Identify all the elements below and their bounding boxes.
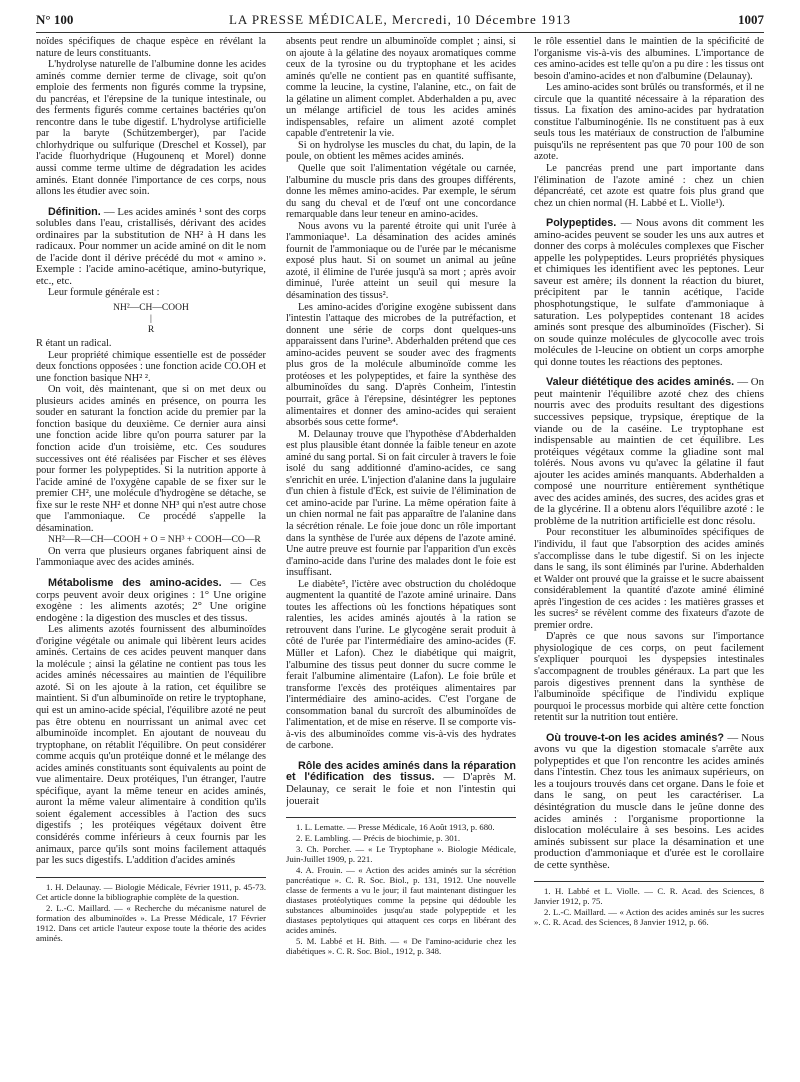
- section-heading-role: [286, 761, 516, 807]
- footnote: 2. E. Lambling. — Précis de biochimie, p. 301.: [296, 833, 461, 844]
- heading-continuation: — Les acides aminés ¹ sont des corps solubles dans l'eau, cristallisés, dérivant des acides ordinaires par la substitution de NH² à H dans les radicaux. Pour nommer un acide aminé on dit le nom de l'acide dont il dérive précédé du mot « amino ». Exemple : l'acide amino-acétique, amino-butyrique, etc., etc.: [36, 205, 266, 287]
- paragraph: absents peut rendre un albuminoïde complet ; ainsi, si on ajoute à la gélatine des noyaux aromatiques comme ceux de la tyrosine ou du tryptophane et les acides aminés qu'elle ne contient pas en quantité suffisante, comme la leucine, la cystine, l'alanine, etc., on fait de la gélatine un aliment complet. Abderhalden a pu, avec un mélange artificiel de tous les acides aminés indispensables, refaire un aliment azoté complet capable d'entretenir la vie.: [286, 36, 516, 140]
- formula-bond: |: [150, 314, 152, 325]
- issue-number: N° 100: [36, 12, 74, 27]
- page-header: [36, 10, 764, 33]
- paragraph: On verra que plusieurs organes fabriquent ainsi de l'ammoniaque avec des acides aminés.: [36, 545, 266, 569]
- deamination-equation: NH²—R—CH—COOH + O = NH³ + COOH—CO—R: [48, 534, 261, 546]
- paragraph: Les amino-acides sont brûlés ou transformés, et il ne circule que la quantité nécessaire à la réparation des tissus. La fixation des amino-acides par hydratation constitue l'albuminogénie. Ils ne constituent pas à eux seuls tous les matériaux de construction de l'albumine puisqu'ils ne représentent pas que 70 pour 100 de son azote.: [534, 82, 764, 163]
- heading-text: Définition.: [48, 205, 101, 218]
- paragraph: Nous avons vu la parenté étroite qui unit l'urée à l'ammoniaque¹. La désamination des acides aminés fournit de l'ammoniaque ou de l'urée par le mécanisme exposé plus haut. Si on soumet un animal au jeûne azoté, il élimine de l'urée jusqu'à sa mort ; après avoir diminué, l'urée atteint un seuil qui mesure la désamination des tissus².: [286, 220, 516, 302]
- section-heading-where-found: [534, 733, 764, 872]
- footnote: 4. A. Frouin. — « Action des acides aminés sur la sécrétion pancréatique ». C. R. Soc. Biol., p. 131, 1912. Une nouvelle classe de ferments a vu le jour; il faut maintenant distinguer les diastases protéolytiques comme la pepsine qui dédouble les substances albuminoïdes jusqu'au stade polypeptide et les diastases peptolytiques qui attaquent ces corps en libérant des acides aminés.: [286, 865, 516, 936]
- heading-text: Polypeptides.: [546, 217, 617, 230]
- footnote: 2. L.-C. Maillard. — « Action des acides aminés sur les sucres ». C. R. Acad. des Sciences, 8 Janvier 1912, p. 66.: [534, 907, 764, 928]
- paragraph: R étant un radical.: [36, 338, 112, 350]
- paragraph: M. Delaunay trouve que l'hypothèse d'Abderhalden est plus plausible étant donnée la faible teneur en azote aminé du sang portal. Si on fait circuler à travers le foie isolé du sang additionné d'amino-acides, ce sang s'enrichit en urée. L'injection d'alanine dans la jugulaire d'un chien à fistule d'Eck, est suivie de l'élimination de cet amino-acide par l'urine. La même opération faite à un chien normal ne fait pas apparaître de l'alanine dans la sécrétion rénale. Le foie joue donc un rôle important dans la synthèse de l'urée aux dépens de l'azote aminé. Une autre preuve est fournie par l'apparition d'un excès d'amino-acide dans l'urine des malades dont le foie est insuffisant.: [286, 428, 516, 579]
- heading-text: Valeur diététique des acides aminés.: [546, 376, 735, 389]
- section-heading-metabolism: [36, 578, 266, 624]
- paragraph: D'après ce que nous savons sur l'importance physiologique de ces corps, on peut facilement s'expliquer pourquoi les dyspepsies intestinales s'accompagnent de troubles généraux. La part que les parois digestives prennent dans la synthèse de l'albuminoïde spécifique de l'individu explique pourquoi le processus morbide qui altère cette fonction retentit sur la nutrition tout entière.: [534, 631, 764, 724]
- paragraph: le rôle essentiel dans le maintien de la spécificité de l'organisme vis-à-vis des albumines. L'importance de ces amino-acides est telle qu'on a pu dire : les tissus ont besoin d'amino-acides et non d'albumine (Delaunay).: [534, 36, 764, 82]
- journal-title: LA PRESSE MÉDICALE, Mercredi, 10 Décembre 1913: [228, 12, 572, 27]
- footnote: 1. H. Delaunay. — Biologie Médicale, Février 1911, p. 45-73. Cet article donne la bibliographie complète de la question.: [36, 881, 266, 902]
- footnote: 1. L. Lematte. — Presse Médicale, 16 Août 1913, p. 680.: [296, 822, 495, 833]
- footnote: 5. M. Labbé et H. Bith. — « De l'amino-acidurie chez les diabétiques ». C. R. Soc. Biol., 1912, p. 348.: [286, 936, 516, 957]
- paragraph: Quelle que soit l'alimentation végétale ou carnée, l'albumine du muscle pris dans des groupes différents, donne les mêmes amino-acides. Par exemple, le sérum du sang du cheval et de l'œuf ont une concordance remarquable dans leur teneur en amino-acides.: [286, 163, 516, 221]
- footnotes: [286, 817, 516, 956]
- heading-continuation: — Ces corps peuvent avoir deux origines : 1° Une origine exogène : les aliments azotés; 2° Une origine endogène : la digestion des muscles et des tissus.: [36, 576, 266, 624]
- column-3: [534, 36, 764, 1076]
- footnotes: [36, 877, 266, 943]
- section-heading-polypeptides: [534, 218, 764, 368]
- paragraph: noïdes spécifiques de chaque espèce en révélant la nature de leurs constituants.: [36, 36, 266, 59]
- heading-continuation: — Nous avons vu que la digestion stomacale s'arrête aux polypeptides et que l'on rencontre les acides aminés dans l'intestin. Chez tous les animaux supérieurs, on les a toujours trouvés dans cet organe. Dans le foie et dans le sang, on peut les caractériser. La désintégration du muscle dans le jeûne donne des acides aminés : l'organisme proportionne la dislocation moléculaire à ses besoins. Les acides aminés subissent sur place la désamination et une production d'ammoniaque et d'urée est le corollaire de cette synthèse.: [534, 731, 764, 871]
- heading-continuation: — Nous avons dit comment les amino-acides peuvent se souder les uns aux autres et donner des corps à molécules complexes que Fischer appelle les polypeptides. Leurs propriétés physiques et chimiques les identifient avec les peptones. Leur saveur est amère; ils donnent la réaction du biuret, précipitent par le tannin acétique, l'acide phosphotungstique, le sulfate d'ammoniaque à saturation. Les polypeptides contenant 18 acides aminés sont presque des albuminoïdes (Fischer). Si on soude quinze molécules de glycocolle avec trois molécules de l-leucine on obtient un corps amorphe qui donne toutes les réactions des peptones.: [534, 217, 764, 368]
- section-heading-dietary-value: [534, 377, 764, 527]
- page-number: 1007: [738, 12, 764, 27]
- paragraph: Le pancréas prend une part importante dans l'élimination de l'azote aminé : chez un chien dépancréaté, cet azote est quatre fois plus grand que chez un chien normal (H. Labbé et L. Violle¹).: [534, 163, 764, 209]
- column-2: [286, 36, 516, 1076]
- paragraph: On voit, dès maintenant, que si on met deux ou plusieurs acides aminés en présence, on pourra les souder en saturant la fonction acide du premier par la fonction basique du deuxième. Ce dernier aura ainsi une fonction acide libre qu'on pourra saturer par la fonction acide d'un troisième, etc. Ces soudures successives ont été réalisées par Fischer et ses élèves pour former les polypeptides. Si la nutrition apporte à l'acide aminé de l'oxygène capable de se fixer sur le premier CH², une molécule d'hydrogène se détache, se fixe sur le reste NH² et donne NH³ qui n'est autre chose que l'ammoniaque. Ce procédé s'appelle la désamination.: [36, 384, 266, 534]
- paragraph: Les amino-acides d'origine exogène subissent dans l'intestin l'attaque des microbes de la putréfaction, et donnent une série de corps dont quelques-uns apparaissent dans l'urine³. Abderhalden prétend que ces amino-acides peuvent se souder avec des fragments plus gros de la molécule albuminoïde comme les protéoses et les polypeptides, et faire la synthèse des albuminoïdes du sang. D'après Conheim, l'intestin pourrait, grâce à l'érepsine, désintégrer les peptones alimentaires et donner des amino-acides qui seraient absorbés sous cette forme⁴.: [286, 301, 516, 429]
- section-heading-definition: [36, 207, 266, 288]
- paragraph: Les aliments azotés fournissent des albuminoïdes d'origine végétale ou animale qui libèrent leurs acides aminés. Certains de ces acides peuvent manquer dans la molécule ; ainsi la gélatine ne contient pas tous les acides aminés nécessaires au maintien de l'équilibre azoté. Si on les ajoute à la ration, cet équilibre se maintient. Si d'un albuminoïde on retire le tryptophane, qui est un amino-acide spécial, l'équilibre azoté ne peut pas être obtenu en nourrissant un animal avec cet albuminoïde incomplet. En ajoutant de nouveau du tryptophane, on rétablit l'équilibre. On peut considérer comme acquis qu'un protéique donné et le mélange des acides aminés constituants sont équivalents au point de vue alimentaire. Deux protéiques, l'un étranger, l'autre spécifique, ayant la même teneur en acides aminés, auront la même valeur alimentaire à condition qu'ils soient également accessibles à l'action des sucs digestifs ; les protéiques végétaux doivent être considérés comme inférieurs à ceux fournis par les animaux, parce qu'ils sont moins facilement attaqués par les sucs digestifs. L'addition d'acides aminés: [36, 624, 266, 867]
- footnotes: [534, 881, 764, 927]
- paragraph: Pour reconstituer les albuminoïdes spécifiques de l'individu, il faut que l'absorption des acides aminés s'accomplisse dans le tube digestif. Si on les injecte dans le sang, ils sont éliminés par l'urine. Abderhalden et Walder ont prouvé que la graisse et le sucre abaissent considérablement la quantité d'azote aminé éliminé après l'ingestion de ces acides : les matières grasses et les sucres² se révèlent comme des fixateurs d'azote de premier ordre.: [534, 527, 764, 631]
- formula-radical: R: [147, 325, 155, 336]
- general-formula: [36, 303, 266, 336]
- column-1: [36, 36, 266, 1076]
- footnote: 2. L.-C. Maillard. — « Recherche du mécanisme naturel de formation des albuminoïdes ». La Presse Médicale, 17 Février 1912. Dans cet article l'auteur expose toute la théorie des acides aminés.: [36, 902, 266, 943]
- paragraph: Si on hydrolyse les muscles du chat, du lapin, de la poule, on obtient les mêmes acides aminés.: [286, 139, 516, 163]
- heading-text: Où trouve-t-on les acides aminés?: [546, 731, 724, 744]
- heading-text: Rôle des acides aminés dans la réparation et l'édification des tissus.: [286, 759, 516, 784]
- paragraph: Leur formule générale est :: [48, 287, 160, 299]
- paragraph: Le diabète⁵, l'ictère avec obstruction du cholédoque augmentent la quantité de l'azote aminé urinaire. Dans toutes les affections où les fonctions hépatiques sont ralenties, les acides aminés ajoutés à la ration se retrouvent dans l'urine. Le glycogène serait produit à côté de l'urée par l'intermédiaire des amino-acides (F. Müller et Lafon). Chez le diabétique qui maigrit, l'albumine des tissus peut donner du sucre comme le ferait l'albumine alimentaire (Lafon). Le foie brûle et transforme l'excès des protéiques alimentaires par l'intermédiaire des amino-acides. C'est l'organe de consommation banal du surcroît des albuminoïdes de l'alimentation, et de mise en réserve. Il se comporte vis-à-vis des albuminoïdes comme vis-à-vis des hydrates de carbone.: [286, 578, 516, 752]
- paragraph: L'hydrolyse naturelle de l'albumine donne les acides aminés comme dernier terme de clivage, soit qu'on emploie des ferments non figurés comme la trypsine, du pancréas, et l'érepsine de la tunique intestinale, ou des ferments figurés comme certaines bactéries qu'on rencontre dans le tube digestif. L'hydrolyse artificielle par la baryte (Schützemberger), par l'acide chlorhydrique ou sulfurique (Dreschel et Kossel), par l'acide fluorhydrique (Hugounenq et Morel) donne aussi comme terme ultime de dégradation les acides aminés. Etant donnée l'importance de ces corps, nous allons les étudier avec soin.: [36, 59, 266, 198]
- footnote: 3. Ch. Porcher. — « Le Tryptophane ». Biologie Médicale, Juin-Juillet 1909, p. 221.: [286, 844, 516, 865]
- heading-continuation: — On peut maintenir l'équilibre azoté chez des chiens nourris avec des produits resultant des digestions successives pepsique, trypsique, éreptique de la viande ou de la caséine. Le tryptophane est indispensable au maintien de cet équilibre. Les protéiques végétaux comme la gliadine sont mal tolérés. Nous avons vu qu'avec la gélatine il faut ajouter les acides aminés manquants. Abderhalden a composé une nourriture entièrement synthétique avec des acides aminés, des sucres, des acides gras et de la glycérine. Il a obtenu alors l'équilibre azoté : le problème de la nutrition artificielle est donc résolu.: [534, 376, 764, 527]
- formula-line: NH²—CH—COOH: [113, 303, 189, 314]
- paragraph: Leur propriété chimique essentielle est de posséder deux fonctions opposées : une fonction acide CO.OH et une fonction basique NH² ².: [36, 349, 266, 384]
- heading-text: Métabolisme des amino-acides.: [48, 576, 222, 589]
- heading-continuation: — D'après M. Delaunay, ce serait le foie et non l'intestin qui jouerait: [286, 771, 516, 807]
- footnote: 1. H. Labbé et L. Violle. — C. R. Acad. des Sciences, 8 Janvier 1912, p. 75.: [534, 886, 764, 907]
